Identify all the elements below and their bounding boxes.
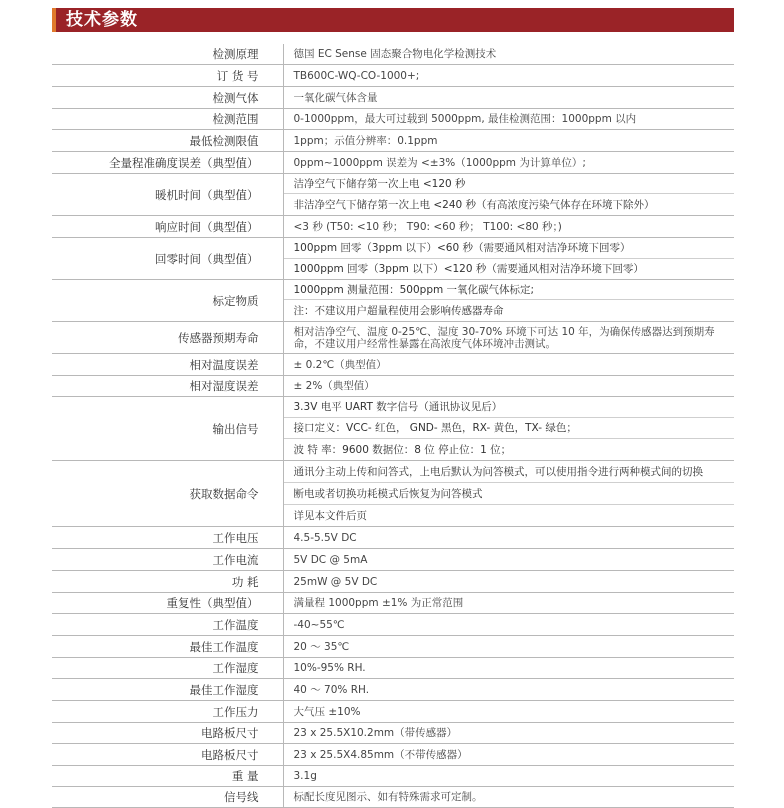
- spec-row: [52, 744, 734, 766]
- spec-value: 0ppm~1000ppm 误差为 <±3%（1000ppm 为计算单位）;: [283, 152, 734, 174]
- spec-row: [52, 322, 734, 354]
- spec-row: [52, 461, 734, 527]
- spec-value: 40 ～ 70% RH.: [283, 679, 734, 701]
- spec-value-line: 1000ppm 测量范围：500ppm 一氧化碳气体标定;: [284, 280, 735, 300]
- spec-value-line: 洁净空气下储存第一次上电 <120 秒: [284, 174, 735, 194]
- spec-table: [52, 44, 734, 808]
- spec-row: [52, 216, 734, 238]
- spec-row: [52, 44, 734, 65]
- spec-label: 传感器预期寿命: [52, 322, 283, 354]
- spec-value-group: [283, 397, 734, 461]
- spec-value: 1ppm；示值分辨率：0.1ppm: [283, 130, 734, 152]
- spec-row: [52, 766, 734, 787]
- spec-row: [52, 614, 734, 636]
- spec-value: 满量程 1000ppm ±1% 为正常范围: [283, 593, 734, 614]
- spec-value-group: [283, 280, 734, 322]
- spec-value: 23 x 25.5X10.2mm（带传感器）: [283, 723, 734, 744]
- spec-label: 相对湿度误差: [52, 376, 283, 397]
- spec-label: 订 货 号: [52, 65, 283, 87]
- spec-value: ± 0.2℃（典型值）: [283, 354, 734, 376]
- spec-value: -40~55℃: [283, 614, 734, 636]
- spec-value-line: 非洁净空气下储存第一次上电 <240 秒（有高浓度污染气体存在环境下除外）: [293, 198, 655, 211]
- spec-label: 输出信号: [52, 397, 283, 461]
- spec-row: [52, 152, 734, 174]
- spec-value-group: [283, 461, 734, 527]
- spec-label: 回零时间（典型值）: [52, 238, 283, 280]
- spec-value: 一氧化碳气体含量: [283, 87, 734, 109]
- spec-label: 最佳工作温度: [52, 636, 283, 658]
- spec-value-line: 详见本文件后页: [293, 509, 367, 522]
- spec-value: 大气压 ±10%: [283, 701, 734, 723]
- spec-label: 电路板尺寸: [52, 723, 283, 744]
- section-title: 技术参数: [66, 10, 138, 30]
- spec-row: [52, 109, 734, 130]
- spec-table-container: [52, 44, 734, 808]
- spec-value-line: 通讯分主动上传和问答式，上电后默认为问答模式，可以使用指令进行两种模式间的切换: [284, 461, 735, 483]
- spec-label: 响应时间（典型值）: [52, 216, 283, 238]
- spec-label: 最佳工作湿度: [52, 679, 283, 701]
- spec-value: 相对洁净空气、温度 0-25℃、湿度 30-70% 环境下可达 10 年，为确保传感器达到预期寿命，不建议用户经常性暴露在高浓度气体环境冲击测试。: [283, 322, 734, 354]
- spec-label: 工作温度: [52, 614, 283, 636]
- spec-row: [52, 527, 734, 549]
- spec-row: [52, 723, 734, 744]
- spec-label: 全量程准确度误差（典型值）: [52, 152, 283, 174]
- spec-value: 标配长度见图示、如有特殊需求可定制。: [283, 787, 734, 808]
- spec-value-line: 1000ppm 回零（3ppm 以下）<120 秒（需要通风相对洁净环境下回零）: [293, 263, 644, 275]
- spec-value-line: 3.3V 电平 UART 数字信号（通讯协议见后）: [284, 397, 735, 418]
- section-header-accent: [52, 8, 56, 32]
- spec-value: 0-1000ppm，最大可过载到 5000ppm, 最佳检测范围：1000ppm 以内: [283, 109, 734, 130]
- spec-value-line: 100ppm 回零（3ppm 以下）<60 秒（需要通风相对洁净环境下回零）: [284, 238, 735, 259]
- spec-value: 3.1g: [283, 766, 734, 787]
- spec-label: 标定物质: [52, 280, 283, 322]
- spec-row: [52, 571, 734, 593]
- section-header-bar: [52, 8, 734, 32]
- spec-label: 电路板尺寸: [52, 744, 283, 766]
- spec-row: [52, 701, 734, 723]
- spec-row: [52, 238, 734, 280]
- spec-label: 暖机时间（典型值）: [52, 174, 283, 216]
- spec-label: 工作电压: [52, 527, 283, 549]
- spec-value-group: [283, 238, 734, 280]
- spec-label: 工作电流: [52, 549, 283, 571]
- spec-row: [52, 87, 734, 109]
- spec-label: 工作压力: [52, 701, 283, 723]
- spec-label: 功 耗: [52, 571, 283, 593]
- spec-value: 23 x 25.5X4.85mm（不带传感器）: [283, 744, 734, 766]
- spec-value-line: 波 特 率：9600 数据位：8 位 停止位：1 位；: [293, 443, 512, 456]
- spec-value: <3 秒 (T50: <10 秒； T90: <60 秒； T100: <80 秒；): [283, 216, 734, 238]
- spec-value: 5V DC @ 5mA: [283, 549, 734, 571]
- spec-label: 检测范围: [52, 109, 283, 130]
- spec-row: [52, 280, 734, 322]
- spec-row: [52, 354, 734, 376]
- spec-value: 德国 EC Sense 固态聚合物电化学检测技术: [283, 44, 734, 65]
- spec-value: 4.5-5.5V DC: [283, 527, 734, 549]
- spec-row: [52, 130, 734, 152]
- spec-value: 20 ～ 35℃: [283, 636, 734, 658]
- spec-row: [52, 658, 734, 679]
- spec-label: 重复性（典型值）: [52, 593, 283, 614]
- spec-value-group: [283, 174, 734, 216]
- spec-label: 检测原理: [52, 44, 283, 65]
- spec-row: [52, 549, 734, 571]
- spec-row: [52, 65, 734, 87]
- spec-row: [52, 787, 734, 808]
- spec-value: ± 2%（典型值）: [283, 376, 734, 397]
- spec-row: [52, 593, 734, 614]
- spec-value-line: 断电或者切换功耗模式后恢复为问答模式: [284, 483, 735, 505]
- spec-value-line: 注：不建议用户超量程使用会影响传感器寿命: [293, 304, 504, 317]
- spec-value-line: 接口定义：VCC- 红色， GND- 黑色，RX- 黄色，TX- 绿色；: [284, 418, 735, 439]
- spec-row: [52, 376, 734, 397]
- spec-label: 重 量: [52, 766, 283, 787]
- spec-label: 信号线: [52, 787, 283, 808]
- spec-row: [52, 679, 734, 701]
- spec-label: 工作湿度: [52, 658, 283, 679]
- spec-row: [52, 636, 734, 658]
- spec-value: 10%-95% RH.: [283, 658, 734, 679]
- spec-row: [52, 397, 734, 461]
- spec-value: TB600C-WQ-CO-1000+;: [283, 65, 734, 87]
- spec-label: 检测气体: [52, 87, 283, 109]
- spec-label: 相对温度误差: [52, 354, 283, 376]
- spec-row: [52, 174, 734, 216]
- spec-value: 25mW @ 5V DC: [283, 571, 734, 593]
- spec-label: 最低检测限值: [52, 130, 283, 152]
- spec-label: 获取数据命令: [52, 461, 283, 527]
